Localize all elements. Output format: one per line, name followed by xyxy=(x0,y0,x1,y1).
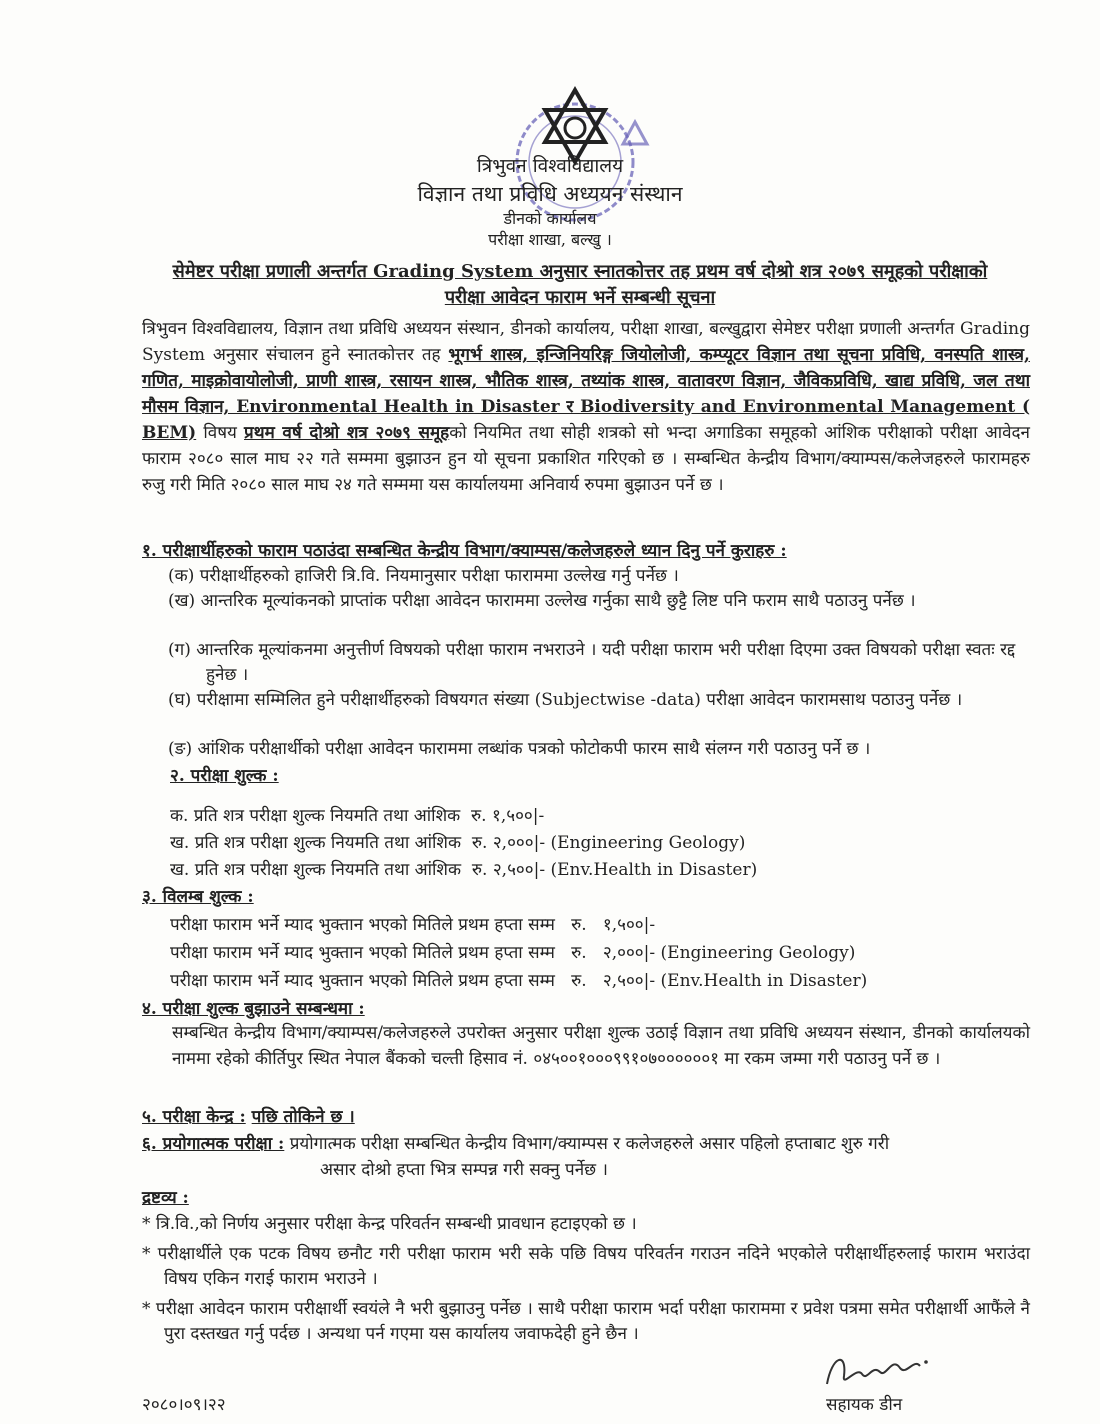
section3-heading: ३. विलम्ब शुल्क : xyxy=(142,887,254,907)
fee-row: क. प्रति शत्र परीक्षा शुल्क नियमति तथा आंशिक रु. १,५००|- xyxy=(170,806,545,826)
late-fee-row: परीक्षा फाराम भर्ने म्याद भुक्तान भएको मितिले प्रथम हप्ता सम्म रु. २,०००|- (Engineering Geology) xyxy=(170,943,856,963)
late-fee-row: परीक्षा फाराम भर्ने म्याद भुक्तान भएको मितिले प्रथम हप्ता सम्म रु. १,५००|- xyxy=(170,915,656,935)
section6-text2: असार दोश्रो हप्ता भित्र सम्पन्न गरी सक्नु पर्नेछ । xyxy=(320,1160,608,1180)
section1-item: (ङ) आंशिक परीक्षार्थीको परीक्षा आवेदन फाराममा लब्धांक पत्रको फोटोकपी फारम साथै संलग्न गरी पठाउनु पर्ने छ । xyxy=(168,739,871,759)
office-name: डीनको कार्यालय xyxy=(503,209,597,228)
fee-row: ख. प्रति शत्र परीक्षा शुल्क नियमति तथा आंशिक रु. २,०००|- (Engineering Geology) xyxy=(170,833,746,853)
notice-title xyxy=(130,259,1030,311)
notice-date: २०८०।०९।२२ xyxy=(142,1395,226,1415)
section1-item: (ख) आन्तरिक मूल्यांकनको प्राप्तांक परीक्षा आवेदन फाराममा उल्लेख गर्नुका साथै छुट्टै लिष्ट पनि फराम साथै पठाउनु पर्नेछ । xyxy=(168,591,916,611)
section4-text: सम्बन्धित केन्द्रीय विभाग/क्याम्पस/कलेजहरुले उपरोक्त अनुसार परीक्षा शुल्क उठाई विज्ञान तथा प्रविधि अध्ययन संस्थान, डीनको कार्यालयको नाममा रहेको कीर्तिपुर स्थित नेपाल बैंकको चल्ती हिसाव नं. ०४५००१०००९९१०७००००००१ मा रकम जम्मा गरी पठाउनु पर्ने छ । xyxy=(172,1023,1030,1069)
branch-name: परीक्षा शाखा, बल्खु । xyxy=(488,230,612,249)
section1-item: (घ) परीक्षामा सम्मिलित हुने परीक्षार्थीहरुको विषयगत संख्या (Subjectwise -data) परीक्षा आवेदन फारामसाथ पठाउनु पर्नेछ । xyxy=(168,690,963,710)
section2-heading: २. परीक्षा शुल्क : xyxy=(170,766,279,786)
intro-subjects: भूगर्भ शास्त्र, इन्जिनियरिङ्ग जियोलोजी, कम्प्यूटर विज्ञान तथा सूचना प्रविधि, वनस्पति शास्त्र, गणित, माइक्रोवायोलोजी, प्राणी शास्त्र, रसायन शास्त्र, भौतिक शास्त्र, तथ्यांक शास्त्र, वातावरण विज्ञान, जैविकप्रविधि, खाद्य प्रविधि, जल तथा मौसम विज्ञान, Environmental Health in Disaster र Biodiversity and Environmental Management ( BEM) xyxy=(142,345,1030,443)
note-item: * परीक्षार्थीले एक पटक विषय छनौट गरी परीक्षा फाराम भरी सके पछि विषय परिवर्तन गराउन नदिने भएकोले परीक्षार्थीहरुलाई फाराम भराउंदा विषय एकिन गराई फाराम भराउने । xyxy=(142,1244,1030,1289)
intro-part1: त्रिभुवन विश्वविद्यालय, विज्ञान तथा प्रविधि अध्ययन संस्थान, डीनको कार्यालय, परीक्षा शाखा, बल्खुद्वारा सेमेष्टर परीक्षा प्रणाली अन्तर्गत Grading System अनुसार संचालन हुने स्नातकोत्तर तह xyxy=(142,319,1030,365)
intro-paragraph xyxy=(142,316,1030,498)
section6: ६. प्रयोगात्मक परीक्षा : प्रयोगात्मक परीक्षा सम्बन्धित केन्द्रीय विभाग/क्याम्पस र कलेजहरुले असार पहिलो हप्ताबाट शुरु गरी xyxy=(142,1134,890,1154)
notes-heading: द्रष्टव्य : xyxy=(142,1188,189,1208)
section1-heading: १. परीक्षार्थीहरुको फाराम पठाउंदा सम्बन्धित केन्द्रीय विभाग/क्याम्पस/कलेजहरुले ध्यान दिनु पर्ने कुराहरु : xyxy=(142,541,787,561)
late-fee-row: परीक्षा फाराम भर्ने म्याद भुक्तान भएको मितिले प्रथम हप्ता सम्म रु. २,५००|- (Env.Health in Disaster) xyxy=(170,971,868,991)
notice-title-line2: परीक्षा आवेदन फाराम भर्ने सम्बन्धी सूचना xyxy=(444,287,716,308)
note-item: * त्रि.वि.,को निर्णय अनुसार परीक्षा केन्द्र परिवर्तन सम्बन्धी प्रावधान हटाइएको छ । xyxy=(142,1214,637,1234)
institute-name: विज्ञान तथा प्रविधि अध्ययन संस्थान xyxy=(417,182,683,206)
section1-item: (ग) आन्तरिक मूल्यांकनमा अनुत्तीर्ण विषयको परीक्षा फाराम नभराउने । यदी परीक्षा फाराम भरी परीक्षा दिएमा उक्त विषयको परीक्षा स्वतः रद्द हुनेछ । xyxy=(168,640,1016,685)
notice-title-line1: सेमेष्टर परीक्षा प्रणाली अन्तर्गत Grading System अनुसार स्नातकोत्तर तह प्रथम वर्ष दोश्रो शत्र २०७९ समूहको परीक्षाको xyxy=(172,261,988,282)
section5: ५. परीक्षा केन्द्र : पछि तोकिने छ । xyxy=(142,1107,355,1127)
university-name: त्रिभुवन विश्वविद्यालय xyxy=(476,155,624,177)
section4-heading: ४. परीक्षा शुल्क बुझाउने सम्बन्धमा : xyxy=(142,999,365,1019)
note-item: * परीक्षा आवेदन फाराम परीक्षार्थी स्वयंले नै भरी बुझाउनु पर्नेछ । साथै परीक्षा फाराम भर्दा परीक्षा फाराममा र प्रवेश पत्रमा समेत परीक्षार्थी आफैंले नै पुरा दस्तखत गर्नु पर्दछ । अन्यथा पर्न गएमा यस कार्यालय जवाफदेही हुने छैन । xyxy=(142,1299,1030,1344)
signature-scribble xyxy=(822,1346,932,1396)
intro-year: प्रथम वर्ष दोश्रो शत्र २०७९ समूह xyxy=(244,423,450,443)
intro-part2: विषय xyxy=(196,423,245,443)
fee-row: ख. प्रति शत्र परीक्षा शुल्क नियमति तथा आंशिक रु. २,५००|- (Env.Health in Disaster) xyxy=(170,860,758,880)
section1-item: (क) परीक्षार्थीहरुको हाजिरी त्रि.वि. नियमानुसार परीक्षा फाराममा उल्लेख गर्नु पर्नेछ । xyxy=(168,566,679,586)
intro-part3: को नियमित तथा सोही शत्रको सो भन्दा अगाडिका समूहको आंशिक परीक्षाको परीक्षा आवेदन फाराम २०८० साल माघ २२ गते सम्ममा बुझाउन हुन यो सूचना प्रकाशित गरिएको छ । सम्बन्धित केन्द्रीय विभाग/क्याम्पस/कलेजहरुले फारामहरु रुजु गरी मिति २०८० साल माघ २४ गते सम्ममा यस कार्यालयमा अनिवार्य रुपमा बुझाउन पर्ने छ । xyxy=(142,423,1030,495)
signatory-title: सहायक डीन xyxy=(826,1395,903,1415)
